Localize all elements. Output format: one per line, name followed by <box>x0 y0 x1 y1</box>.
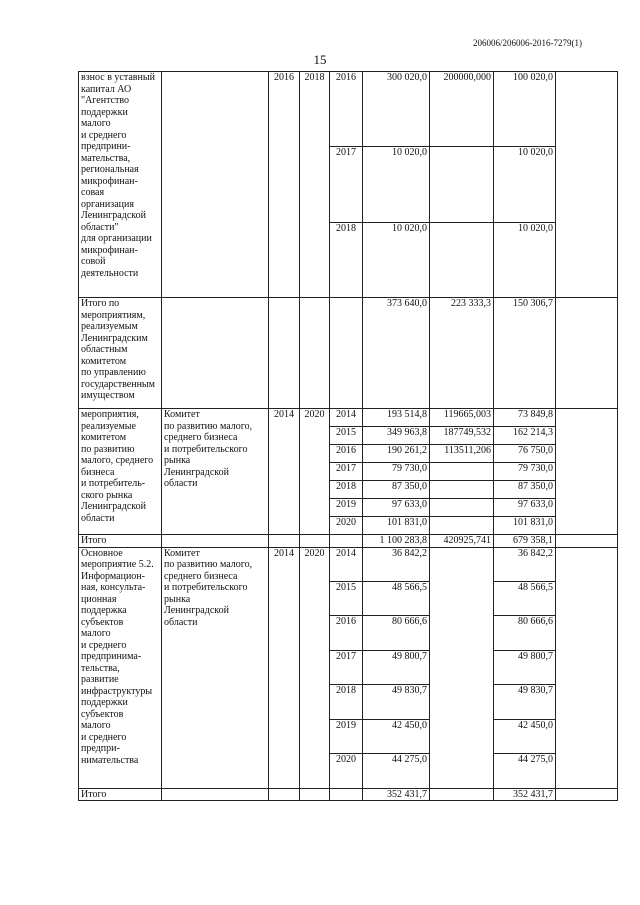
total-cell: 190 261,2 <box>363 445 430 463</box>
regional-cell: 36 842,2 <box>494 547 556 581</box>
regional-cell: 80 666,6 <box>494 616 556 650</box>
start-year-cell <box>269 298 300 409</box>
table-row <box>79 298 618 409</box>
table-row <box>79 535 618 548</box>
year-cell: 2014 <box>330 409 363 427</box>
start-year-cell: 2016 <box>269 72 300 298</box>
other-cell <box>556 547 618 788</box>
year-cell: 2017 <box>330 650 363 684</box>
document-id: 206006/206006-2016-7279(1) <box>473 38 582 48</box>
end-year-cell: 2018 <box>300 72 330 298</box>
year-cell: 2020 <box>330 754 363 788</box>
regional-cell: 42 450,0 <box>494 719 556 753</box>
total-cell: 300 020,0 <box>363 72 430 147</box>
event-name-cell: Основное мероприятие 5.2. Информацион- ная, консульта- ционная поддержка субъектов малого и среднего предпринима- тельства, развитие инфраструктуры поддержки субъектов малого и среднего предпри- нимательства <box>79 547 162 788</box>
total-cell: 42 450,0 <box>363 719 430 753</box>
federal-cell <box>430 547 494 788</box>
total-cell: 97 633,0 <box>363 499 430 517</box>
regional-cell: 73 849,8 <box>494 409 556 427</box>
event-name-cell: мероприятия, реализуемые комитетом по развитию малого, среднего бизнеса и потребитель- ского рынка Ленинградской области <box>79 409 162 535</box>
total-cell: 87 350,0 <box>363 481 430 499</box>
federal-cell <box>430 481 494 499</box>
year-cell: 2015 <box>330 427 363 445</box>
total-cell: 49 830,7 <box>363 685 430 719</box>
year-cell <box>330 535 363 548</box>
regional-cell: 679 358,1 <box>494 535 556 548</box>
executor-cell <box>162 72 269 298</box>
federal-cell: 420925,741 <box>430 535 494 548</box>
regional-cell: 97 633,0 <box>494 499 556 517</box>
year-cell: 2018 <box>330 481 363 499</box>
year-cell: 2017 <box>330 463 363 481</box>
other-cell <box>556 72 618 298</box>
year-cell: 2016 <box>330 616 363 650</box>
federal-cell: 119665,003 <box>430 409 494 427</box>
regional-cell: 48 566,5 <box>494 581 556 615</box>
federal-cell <box>430 147 494 222</box>
end-year-cell <box>300 788 330 801</box>
total-cell: 349 963,8 <box>363 427 430 445</box>
page-number: 15 <box>313 52 327 67</box>
regional-cell: 49 830,7 <box>494 685 556 719</box>
year-cell <box>330 298 363 409</box>
end-year-cell: 2020 <box>300 547 330 788</box>
regional-cell: 150 306,7 <box>494 298 556 409</box>
regional-cell: 100 020,0 <box>494 72 556 147</box>
total-cell: 48 566,5 <box>363 581 430 615</box>
federal-cell <box>430 517 494 535</box>
total-cell: 79 730,0 <box>363 463 430 481</box>
federal-cell: 187749,532 <box>430 427 494 445</box>
event-name-cell: взнос в уставный капитал АО "Агентство поддержки малого и среднего предприни- мательства, региональная микрофинан- совая организация Ленинградской области" для организации микрофинан- совой деятельности <box>79 72 162 298</box>
year-cell: 2020 <box>330 517 363 535</box>
total-cell: 49 800,7 <box>363 650 430 684</box>
regional-cell: 44 275,0 <box>494 754 556 788</box>
event-name-cell: Итого <box>79 535 162 548</box>
regional-cell: 10 020,0 <box>494 222 556 297</box>
federal-cell <box>430 788 494 801</box>
regional-cell: 87 350,0 <box>494 481 556 499</box>
table-row <box>79 547 618 581</box>
table-row <box>79 788 618 801</box>
total-cell: 352 431,7 <box>363 788 430 801</box>
year-cell: 2015 <box>330 581 363 615</box>
total-cell: 80 666,6 <box>363 616 430 650</box>
total-cell: 36 842,2 <box>363 547 430 581</box>
end-year-cell <box>300 535 330 548</box>
event-name-cell: Итого по мероприятиям, реализуемым Ленинградским областным комитетом по управлению государственным имуществом <box>79 298 162 409</box>
other-cell <box>556 788 618 801</box>
total-cell: 101 831,0 <box>363 517 430 535</box>
executor-cell <box>162 298 269 409</box>
total-cell: 373 640,0 <box>363 298 430 409</box>
regional-cell: 162 214,3 <box>494 427 556 445</box>
federal-cell: 113511,206 <box>430 445 494 463</box>
budget-table <box>78 71 618 801</box>
regional-cell: 49 800,7 <box>494 650 556 684</box>
regional-cell: 101 831,0 <box>494 517 556 535</box>
start-year-cell <box>269 788 300 801</box>
regional-cell: 352 431,7 <box>494 788 556 801</box>
executor-cell: Комитет по развитию малого, среднего бизнеса и потребительского рынка Ленинградской области <box>162 409 269 535</box>
year-cell: 2019 <box>330 499 363 517</box>
federal-cell <box>430 463 494 481</box>
federal-cell: 223 333,3 <box>430 298 494 409</box>
regional-cell: 76 750,0 <box>494 445 556 463</box>
regional-cell: 79 730,0 <box>494 463 556 481</box>
year-cell <box>330 788 363 801</box>
total-cell: 44 275,0 <box>363 754 430 788</box>
start-year-cell <box>269 535 300 548</box>
start-year-cell: 2014 <box>269 409 300 535</box>
year-cell: 2018 <box>330 685 363 719</box>
federal-cell <box>430 499 494 517</box>
federal-cell <box>430 222 494 297</box>
other-cell <box>556 298 618 409</box>
year-cell: 2014 <box>330 547 363 581</box>
regional-cell: 10 020,0 <box>494 147 556 222</box>
federal-cell: 200000,000 <box>430 72 494 147</box>
executor-cell: Комитет по развитию малого, среднего бизнеса и потребительского рынка Ленинградской области <box>162 547 269 788</box>
total-cell: 193 514,8 <box>363 409 430 427</box>
year-cell: 2018 <box>330 222 363 297</box>
total-cell: 1 100 283,8 <box>363 535 430 548</box>
table-row <box>79 72 618 147</box>
start-year-cell: 2014 <box>269 547 300 788</box>
other-cell <box>556 535 618 548</box>
executor-cell <box>162 535 269 548</box>
end-year-cell: 2020 <box>300 409 330 535</box>
year-cell: 2017 <box>330 147 363 222</box>
year-cell: 2016 <box>330 72 363 147</box>
event-name-cell: Итого <box>79 788 162 801</box>
table-row <box>79 409 618 427</box>
year-cell: 2016 <box>330 445 363 463</box>
executor-cell <box>162 788 269 801</box>
year-cell: 2019 <box>330 719 363 753</box>
total-cell: 10 020,0 <box>363 147 430 222</box>
total-cell: 10 020,0 <box>363 222 430 297</box>
other-cell <box>556 409 618 535</box>
end-year-cell <box>300 298 330 409</box>
